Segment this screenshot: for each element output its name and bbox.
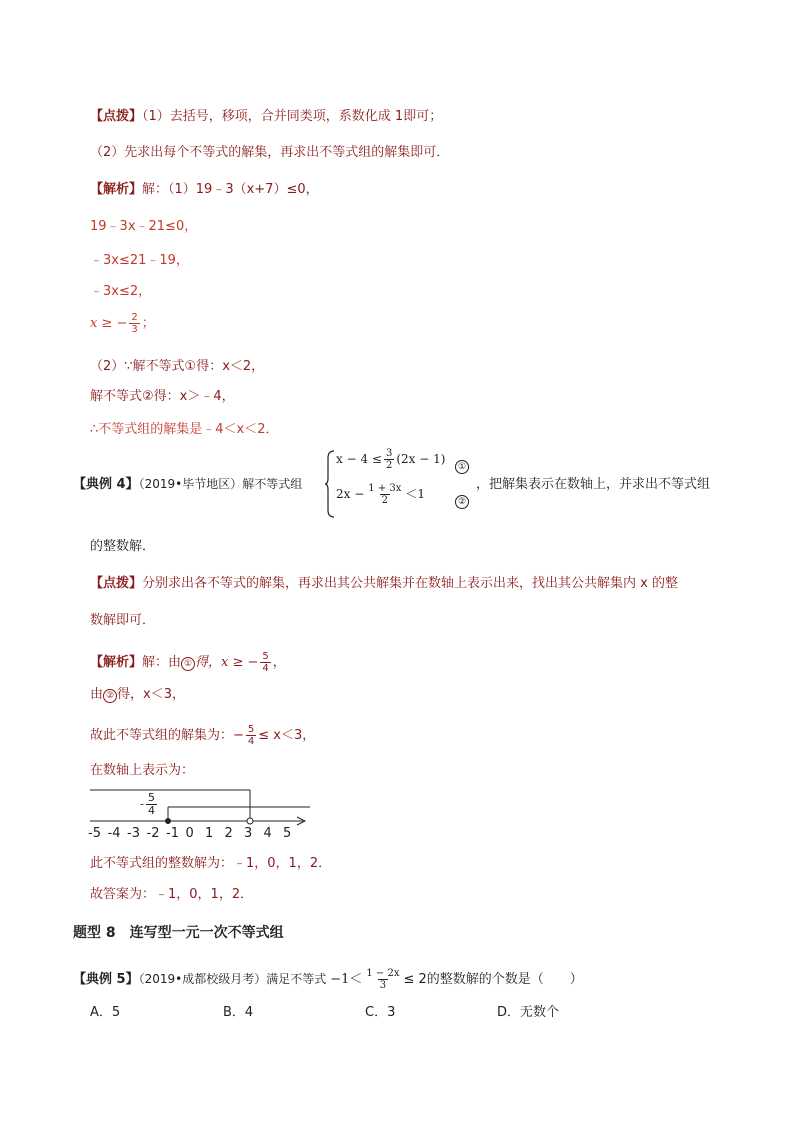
hint-2-line-2: 数解即可． [90, 613, 156, 628]
open-point [247, 818, 253, 824]
analysis-2-intro: 【解析】解：由 ① 得，x ≥ − $\frac{5}{4}$ ， [90, 651, 286, 674]
example-5-line: 【典例 5】（2019•成都校级月考）满足不等式 −1＜ $\frac{1 - 2x}{3}$ ≤ 2的整数解的个数是（ ） [73, 968, 583, 991]
number-line-label: -4 [107, 826, 121, 841]
hint-1-line-2: （2）先求出每个不等式的解集，再求出不等式组的解集即可． [90, 145, 450, 160]
number-line-label: 2 [224, 826, 233, 841]
hint-tag: 【点拨】 [90, 109, 143, 124]
analysis-1-step-1: 19﹣3x﹣21≤0， [90, 219, 198, 234]
section-title-tag: 题型 8 [73, 925, 116, 941]
hint-1-line-1: 【点拨】（1）去括号，移项，合并同类项，系数化成 1即可； [90, 109, 443, 124]
closed-point [165, 818, 171, 824]
example-tag: 【典例 4】 [73, 477, 139, 492]
example-tag-5: 【典例 5】 [73, 972, 139, 987]
number-line-label: 1 [205, 826, 214, 841]
inequality-1-mark: ① [455, 459, 469, 474]
option-a[interactable]: A．5 [90, 1005, 121, 1020]
analysis-2-line-2: 由 ② 得，x＜3， [90, 687, 185, 702]
number-line-label: 4 [263, 826, 272, 841]
analysis-tag-2: 【解析】 [90, 655, 143, 670]
analysis-2-line-4: 在数轴上表示为： [90, 763, 195, 778]
number-line-label: -1 [166, 826, 179, 841]
hint-2-line-1: 【点拨】分别求出各不等式的解集，再求出其公共解集并在数轴上表示出来，找出其公共解集内 x 的整 [90, 576, 678, 591]
analysis-1-intro: 【解析】解：（1）19﹣3（x+7）≤0， [90, 182, 319, 197]
number-line-label: 0 [185, 826, 194, 841]
analysis-2-line-3: 故此不等式组的解集为：− $\frac{5}{4}$ ≤ x＜3， [90, 724, 316, 747]
system-brace [325, 450, 335, 518]
analysis-1-part-2: （2）∵解不等式①得：x＜2， [90, 359, 265, 374]
section-title: 题型 8 连写型一元一次不等式组 [73, 925, 284, 941]
analysis-1-step-2: ﹣3x≤21﹣19， [90, 253, 189, 268]
inequality-2-mark: ② [455, 494, 469, 509]
number-line-label: -5 [88, 826, 101, 841]
option-d[interactable]: D．无数个 [497, 1005, 560, 1020]
option-c[interactable]: C．3 [365, 1005, 396, 1020]
inequality-2: 2x − $\frac{1 + 3x}{2}$ ＜1 [336, 483, 426, 506]
analysis-1-step-3: ﹣3x≤2， [90, 284, 152, 299]
number-line-label: 5 [283, 826, 292, 841]
number-line-label: -2 [146, 826, 160, 841]
number-line-label: 3 [244, 826, 253, 841]
analysis-1-part-2b: 解不等式②得：x＞﹣4， [90, 389, 235, 404]
number-line-label: -3 [127, 826, 140, 841]
number-line-fraction: - $\frac{5}{4}$ [140, 791, 155, 818]
analysis-tag: 【解析】 [90, 182, 143, 197]
option-b[interactable]: B．4 [223, 1005, 254, 1020]
inequality-1: x − 4 ≤ $\frac{3}{2}$ (2x − 1) [336, 448, 446, 471]
example-4-header: 【典例 4】（2019•毕节地区）解不等式组 [73, 477, 303, 492]
example-4-after: ，把解集表示在数轴上，并求出不等式组 [476, 477, 711, 492]
analysis-2-line-5: 此不等式组的整数解为：﹣1，0，1，2． [90, 856, 332, 871]
example-4-cont: 的整数解． [90, 539, 156, 554]
analysis-2-line-6: 故答案为：﹣1，0，1，2． [90, 887, 254, 902]
analysis-1-step-4: x ≥ − $\frac{2}{3}$ ； [90, 312, 155, 335]
analysis-1-part-2c: ∴不等式组的解集是﹣4＜x＜2． [90, 422, 279, 437]
hint-tag-2: 【点拨】 [90, 576, 143, 591]
